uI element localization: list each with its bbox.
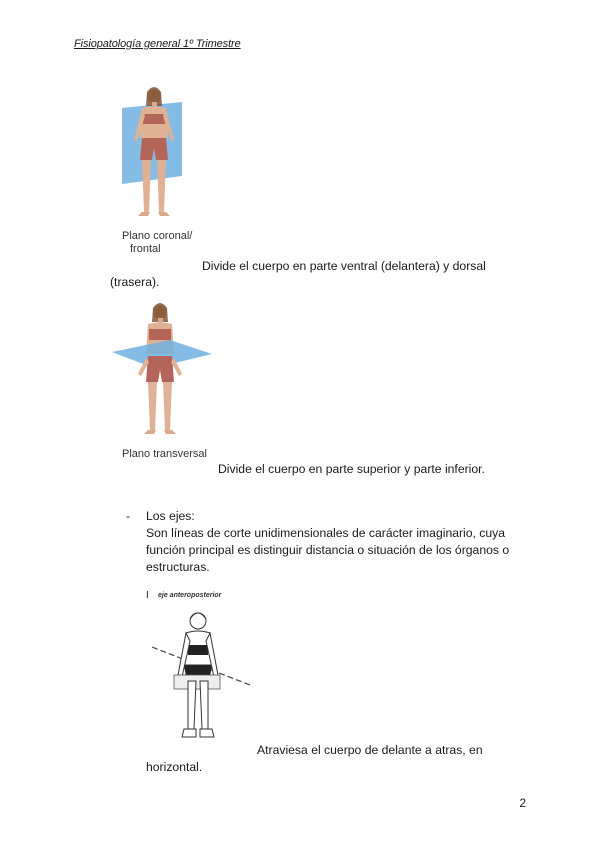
- axis-figure: [150, 605, 260, 745]
- axis-marker: I: [146, 590, 149, 601]
- page-number: 2: [519, 796, 526, 810]
- coronal-description-line1: Divide el cuerpo en parte ventral (delantera) y dorsal: [202, 259, 486, 273]
- coronal-caption-line1: Plano coronal/: [122, 230, 193, 242]
- transversal-plane-illustration: [108, 296, 218, 446]
- coronal-caption: [122, 230, 192, 256]
- axis-description-line1: Atraviesa el cuerpo de delante a atras, en: [257, 743, 483, 757]
- coronal-plane-illustration: [108, 80, 208, 225]
- transversal-plane-figure: [108, 296, 218, 446]
- coronal-description-line2: (trasera).: [110, 275, 160, 289]
- transversal-caption: Plano transversal: [122, 448, 207, 460]
- axis-illustration: [150, 605, 260, 745]
- top: [143, 114, 165, 124]
- transversal-description: Divide el cuerpo en parte superior y parte inferior.: [218, 462, 485, 476]
- top: [149, 329, 171, 340]
- top: [188, 645, 208, 655]
- axis-label: eje anteroposterior: [158, 592, 222, 599]
- section-text: Son líneas de corte unidimensionales de carácter imaginario, cuya función principal es distinguir distancia o situación de los órganos o estructuras.: [146, 526, 510, 574]
- page-header: Fisiopatología general 1º Trimestre: [74, 38, 241, 50]
- bullet-dash: -: [126, 509, 131, 523]
- coronal-plane-figure: [108, 80, 208, 225]
- axis-description-line2: horizontal.: [146, 760, 203, 774]
- coronal-caption-line2: frontal: [130, 243, 161, 255]
- section-title: Los ejes:: [146, 509, 195, 523]
- shorts: [146, 356, 174, 382]
